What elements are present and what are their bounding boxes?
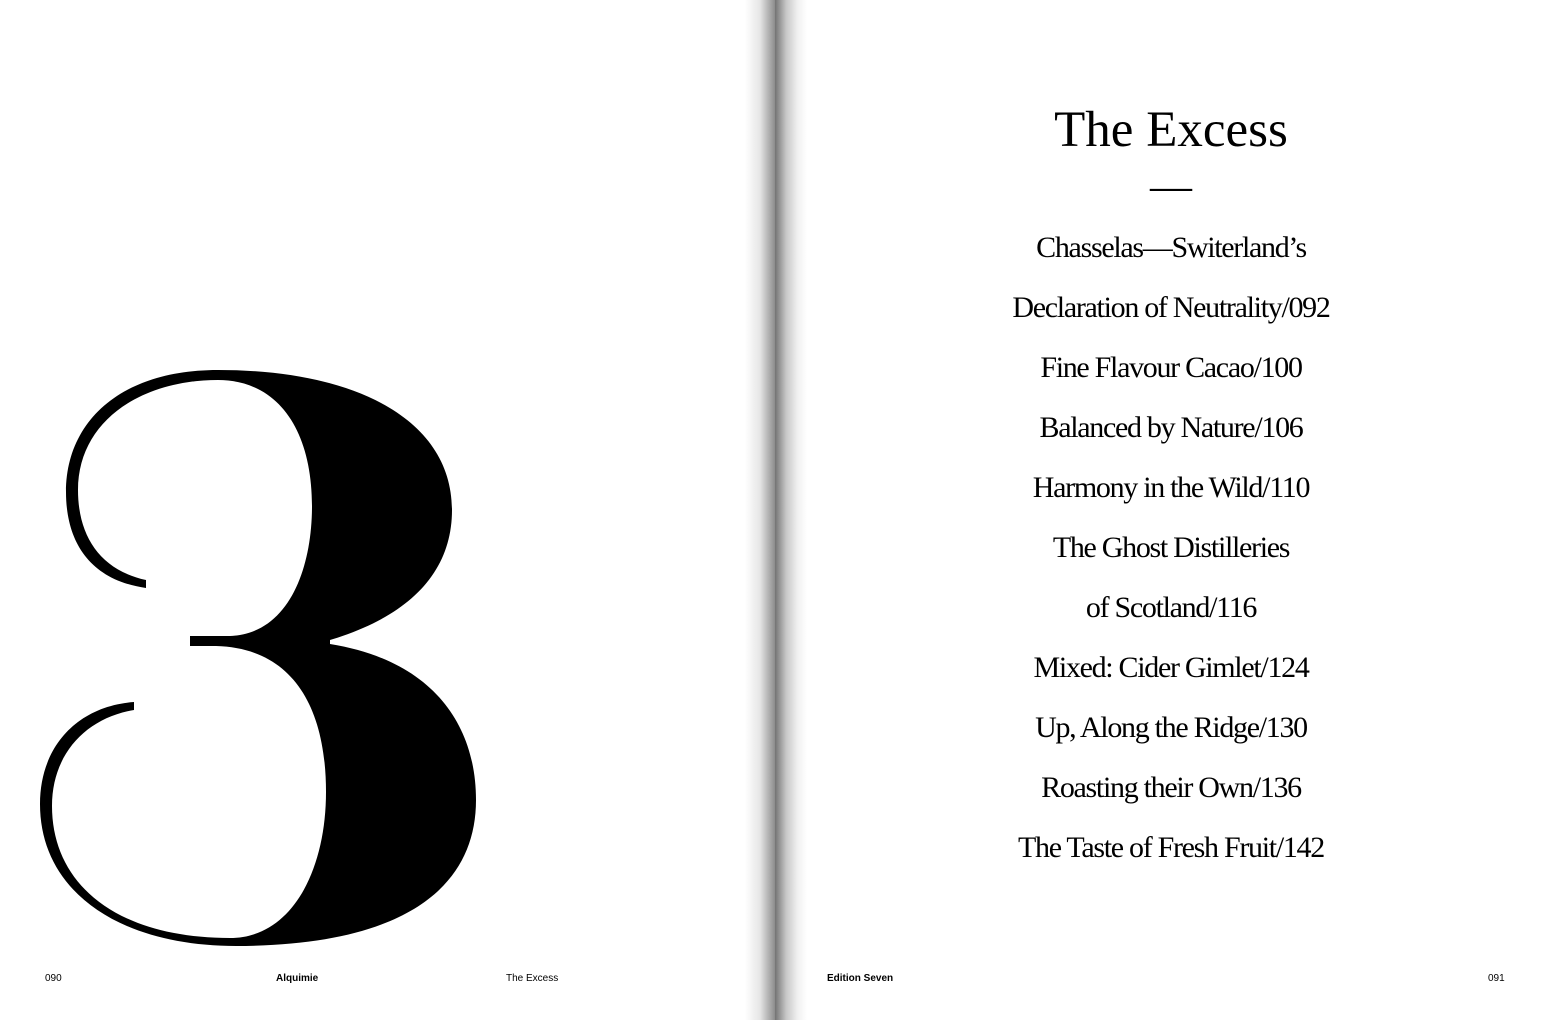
toc-entry[interactable] xyxy=(792,758,1550,818)
toc-title-dash: — xyxy=(1150,164,1192,210)
toc-entry-title: Roasting their Own xyxy=(1041,771,1253,804)
folio-page-number-left: 090 xyxy=(45,973,62,984)
toc-entry-title: Balanced by Nature xyxy=(1039,411,1255,444)
toc-entry[interactable] xyxy=(792,638,1550,698)
toc-entry-title: Harmony in the Wild xyxy=(1032,471,1263,504)
folio-edition: Edition Seven xyxy=(827,973,894,984)
toc-entry-line: Up, Along the Ridge/130 xyxy=(1035,711,1307,744)
toc-entry-line: Declaration of Neutrality/092 xyxy=(1012,291,1330,324)
section-numeral xyxy=(30,310,500,970)
toc-entry-title: The Taste of Fresh Fruit xyxy=(1018,831,1276,864)
toc-entry-title: Up, Along the Ridge xyxy=(1035,711,1259,744)
toc-entry-title: of Scotland xyxy=(1085,591,1210,624)
toc-entry[interactable] xyxy=(792,698,1550,758)
table-of-contents xyxy=(775,98,1550,878)
toc-entry-title: Fine Flavour Cacao xyxy=(1040,351,1254,384)
toc-entry-page: 110 xyxy=(1269,471,1310,504)
toc-entry-page: 106 xyxy=(1261,411,1303,444)
toc-entry[interactable] xyxy=(792,458,1550,518)
toc-entry-line: Roasting their Own/136 xyxy=(1041,771,1301,804)
toc-entry-page: 142 xyxy=(1282,831,1324,864)
gutter-shadow-left xyxy=(745,0,775,1020)
folio-section-name: The Excess xyxy=(506,973,559,984)
toc-entry-line: The Taste of Fresh Fruit/142 xyxy=(1018,831,1324,864)
numeral-three-glyph xyxy=(30,310,500,970)
folio-publication-name: Alquimie xyxy=(276,973,319,984)
toc-entry-line: Balanced by Nature/106 xyxy=(1039,411,1303,444)
toc-entry[interactable] xyxy=(792,398,1550,458)
folio-page-number-right: 091 xyxy=(1488,973,1505,984)
right-page xyxy=(775,0,1550,1020)
toc-entry-line: Mixed: Cider Gimlet/124 xyxy=(1033,651,1309,684)
toc-list xyxy=(775,218,1550,878)
toc-entry-title: Chasselas—Switerland’s xyxy=(1036,231,1306,264)
toc-entry-title: Mixed: Cider Gimlet xyxy=(1033,651,1261,684)
toc-entry[interactable] xyxy=(792,518,1550,638)
toc-entry-page: 116 xyxy=(1216,591,1257,624)
toc-entry-title: Declaration of Neutrality xyxy=(1012,291,1282,324)
toc-title: The Excess xyxy=(1054,102,1288,158)
toc-entry-page: 136 xyxy=(1259,771,1301,804)
toc-entry[interactable] xyxy=(792,338,1550,398)
toc-entry-page: 124 xyxy=(1267,651,1309,684)
toc-entry-line: of Scotland/116 xyxy=(1085,591,1257,624)
toc-entry[interactable] xyxy=(792,818,1550,878)
toc-entry-title: The Ghost Distilleries xyxy=(1052,531,1290,564)
toc-entry-page: 092 xyxy=(1288,291,1330,324)
toc-entry-line: Harmony in the Wild/110 xyxy=(1032,471,1310,504)
toc-entry-line: Fine Flavour Cacao/100 xyxy=(1040,351,1302,384)
toc-entry-page: 130 xyxy=(1265,711,1307,744)
toc-entry-page: 100 xyxy=(1260,351,1302,384)
toc-entry[interactable] xyxy=(792,218,1550,338)
